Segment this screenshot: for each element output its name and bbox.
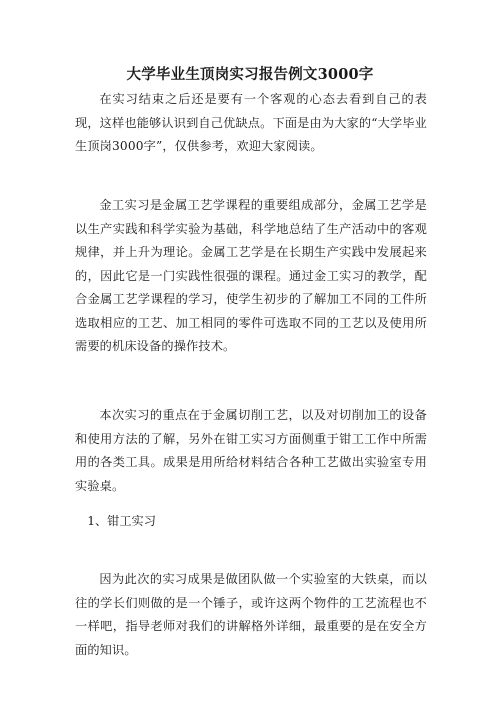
document-title: 大学毕业生顶岗实习报告例文3000字 bbox=[126, 66, 374, 83]
section-heading: 1、钳工实习 bbox=[87, 514, 156, 528]
body-paragraph-metalwork: 金工实习是金属工艺学课程的重要组成部分，金属工艺学是以生产实践和科学实验为基础，科学地总结了生产活动中的客观规律，并上升为理论。金属工艺学是在长期生产实践中发展起来的，因此它是一门实践性很强的课程。通过金工实习的教学，配合金属工艺学课程的学习，使学生初步的了解加工不同的工件所选取相应的工艺、加工相同的零件可选取不同的工艺以及使用所需要的机床设备的操作技术。 bbox=[75, 198, 427, 353]
intro-paragraph: 在实习结束之后还是要有一个客观的心态去看到自己的表现，这样也能够认识到自己优缺点。下面是由为大家的“大学毕业生顶岗3000字”，仅供参考，欢迎大家阅读。 bbox=[75, 92, 427, 153]
body-paragraph-result: 因为此次的实习成果是做团队做一个实验室的大铁桌，而以往的学长们则做的是一个锤子，或许这两个物件的工艺流程也不一样吧，指导老师对我们的讲解格外详细，最重要的是在安全方面的知识。 bbox=[75, 572, 427, 657]
body-paragraph-focus: 本次实习的重点在于金属切削工艺，以及对切削加工的设备和使用方法的了解，另外在钳工实习方面侧重于钳工工作中所需用的各类工具。成果是用所给材料结合各种工艺做出实验室专用实验桌。 bbox=[75, 408, 427, 493]
